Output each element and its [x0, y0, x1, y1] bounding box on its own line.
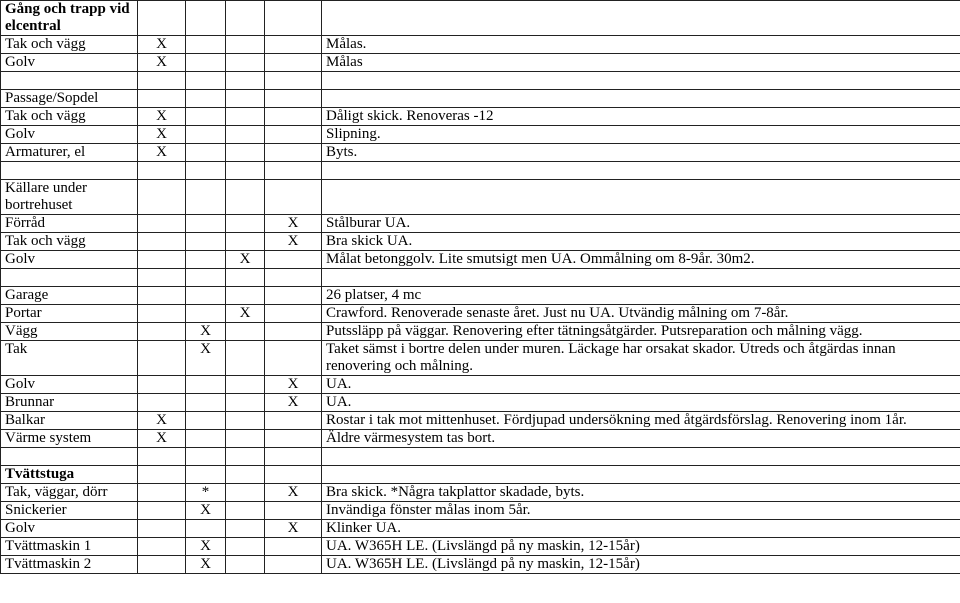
item-cell: Tak och vägg — [1, 108, 138, 126]
mark-col-4 — [265, 556, 322, 574]
mark-col-4 — [265, 502, 322, 520]
comment-cell: Slipning. — [322, 126, 960, 144]
item-cell: Vägg — [1, 323, 138, 341]
comment-cell — [322, 72, 960, 90]
table-row — [1, 376, 960, 394]
item-cell: Tak och vägg — [1, 36, 138, 54]
comment-cell — [322, 466, 960, 484]
table-row — [1, 215, 960, 233]
mark-col-4 — [265, 144, 322, 162]
mark-col-1 — [138, 323, 186, 341]
comment-cell — [322, 448, 960, 466]
mark-col-3 — [226, 269, 265, 287]
mark-col-4: X — [265, 376, 322, 394]
mark-col-4 — [265, 108, 322, 126]
comment-cell — [322, 180, 960, 215]
table-row — [1, 162, 960, 180]
item-cell: Passage/Sopdel — [1, 90, 138, 108]
mark-col-3 — [226, 341, 265, 376]
table-row — [1, 144, 960, 162]
mark-col-1: X — [138, 54, 186, 72]
table-row — [1, 180, 960, 215]
item-cell: Golv — [1, 520, 138, 538]
mark-col-3 — [226, 412, 265, 430]
comment-cell: UA. W365H LE. (Livslängd på ny maskin, 12-15år) — [322, 556, 960, 574]
comment-cell: Dåligt skick. Renoveras -12 — [322, 108, 960, 126]
mark-col-1 — [138, 502, 186, 520]
item-cell: Förråd — [1, 215, 138, 233]
table-body — [1, 1, 960, 574]
mark-col-2 — [186, 430, 226, 448]
item-cell: Tak — [1, 341, 138, 376]
mark-col-3: X — [226, 305, 265, 323]
item-cell — [1, 269, 138, 287]
mark-col-3 — [226, 556, 265, 574]
item-cell: Gång och trapp vid elcentral — [1, 1, 138, 36]
mark-col-2 — [186, 54, 226, 72]
mark-col-2 — [186, 144, 226, 162]
mark-col-2 — [186, 72, 226, 90]
table-row — [1, 466, 960, 484]
mark-col-2 — [186, 466, 226, 484]
table-row — [1, 233, 960, 251]
mark-col-1: X — [138, 430, 186, 448]
mark-col-3 — [226, 466, 265, 484]
mark-col-2 — [186, 412, 226, 430]
table-row — [1, 72, 960, 90]
mark-col-4: X — [265, 215, 322, 233]
table-row — [1, 341, 960, 376]
mark-col-3 — [226, 484, 265, 502]
comment-cell — [322, 162, 960, 180]
mark-col-1 — [138, 538, 186, 556]
mark-col-2: X — [186, 502, 226, 520]
table-row — [1, 412, 960, 430]
mark-col-1: X — [138, 126, 186, 144]
table-row — [1, 430, 960, 448]
mark-col-1 — [138, 215, 186, 233]
mark-col-1 — [138, 466, 186, 484]
table-row — [1, 484, 960, 502]
item-cell — [1, 448, 138, 466]
item-cell: Snickerier — [1, 502, 138, 520]
comment-cell: Bra skick UA. — [322, 233, 960, 251]
item-cell: Tak, väggar, dörr — [1, 484, 138, 502]
mark-col-3 — [226, 448, 265, 466]
mark-col-1 — [138, 484, 186, 502]
mark-col-2: X — [186, 323, 226, 341]
mark-col-2 — [186, 287, 226, 305]
mark-col-4 — [265, 54, 322, 72]
mark-col-4 — [265, 251, 322, 269]
mark-col-2 — [186, 90, 226, 108]
comment-cell — [322, 269, 960, 287]
mark-col-4 — [265, 36, 322, 54]
item-cell: Värme system — [1, 430, 138, 448]
table-row — [1, 448, 960, 466]
mark-col-1: X — [138, 412, 186, 430]
table-row — [1, 305, 960, 323]
mark-col-3 — [226, 36, 265, 54]
mark-col-1 — [138, 90, 186, 108]
mark-col-2 — [186, 376, 226, 394]
mark-col-2 — [186, 126, 226, 144]
mark-col-4 — [265, 72, 322, 90]
mark-col-3 — [226, 430, 265, 448]
mark-col-1: X — [138, 108, 186, 126]
mark-col-2 — [186, 448, 226, 466]
mark-col-4 — [265, 341, 322, 376]
comment-cell: Taket sämst i bortre delen under muren. Läckage har orsakat skador. Utreds och åtgärdas innan renovering och målning. — [322, 341, 960, 376]
mark-col-1 — [138, 287, 186, 305]
table-row — [1, 502, 960, 520]
comment-cell: Stålburar UA. — [322, 215, 960, 233]
table-row — [1, 251, 960, 269]
comment-cell: Målas — [322, 54, 960, 72]
mark-col-3 — [226, 323, 265, 341]
mark-col-1 — [138, 1, 186, 36]
mark-col-4 — [265, 323, 322, 341]
mark-col-3 — [226, 233, 265, 251]
mark-col-3: X — [226, 251, 265, 269]
mark-col-4 — [265, 180, 322, 215]
comment-cell: UA. — [322, 376, 960, 394]
mark-col-1 — [138, 341, 186, 376]
mark-col-2 — [186, 269, 226, 287]
mark-col-1 — [138, 305, 186, 323]
mark-col-3 — [226, 162, 265, 180]
mark-col-4 — [265, 466, 322, 484]
item-cell: Tvättmaskin 1 — [1, 538, 138, 556]
mark-col-4 — [265, 269, 322, 287]
mark-col-4 — [265, 448, 322, 466]
table-row — [1, 1, 960, 36]
table-row — [1, 108, 960, 126]
comment-cell: Putssläpp på väggar. Renovering efter tätningsåtgärder. Putsreparation och målning vägg. — [322, 323, 960, 341]
mark-col-1 — [138, 376, 186, 394]
mark-col-2 — [186, 305, 226, 323]
mark-col-2 — [186, 36, 226, 54]
mark-col-3 — [226, 502, 265, 520]
mark-col-2 — [186, 215, 226, 233]
comment-cell: Klinker UA. — [322, 520, 960, 538]
mark-col-3 — [226, 108, 265, 126]
item-cell: Portar — [1, 305, 138, 323]
mark-col-2 — [186, 162, 226, 180]
mark-col-3 — [226, 90, 265, 108]
mark-col-1 — [138, 233, 186, 251]
comment-cell: UA. — [322, 394, 960, 412]
mark-col-2: * — [186, 484, 226, 502]
mark-col-1: X — [138, 36, 186, 54]
mark-col-2 — [186, 108, 226, 126]
mark-col-4 — [265, 162, 322, 180]
table-row — [1, 90, 960, 108]
mark-col-4: X — [265, 520, 322, 538]
table-row — [1, 556, 960, 574]
mark-col-1: X — [138, 144, 186, 162]
mark-col-4 — [265, 430, 322, 448]
mark-col-2: X — [186, 556, 226, 574]
comment-cell: Målat betonggolv. Lite smutsigt men UA. Ommålning om 8-9år. 30m2. — [322, 251, 960, 269]
mark-col-4 — [265, 287, 322, 305]
mark-col-3 — [226, 1, 265, 36]
item-cell: Källare under bortrehuset — [1, 180, 138, 215]
comment-cell: Bra skick. *Några takplattor skadade, byts. — [322, 484, 960, 502]
item-cell: Balkar — [1, 412, 138, 430]
mark-col-3 — [226, 215, 265, 233]
mark-col-2: X — [186, 341, 226, 376]
comment-cell: Byts. — [322, 144, 960, 162]
table-row — [1, 520, 960, 538]
mark-col-3 — [226, 394, 265, 412]
mark-col-4 — [265, 412, 322, 430]
mark-col-1 — [138, 520, 186, 538]
table-row — [1, 323, 960, 341]
mark-col-2 — [186, 1, 226, 36]
comment-cell — [322, 90, 960, 108]
mark-col-2: X — [186, 538, 226, 556]
item-cell: Tvättmaskin 2 — [1, 556, 138, 574]
comment-cell: 26 platser, 4 mc — [322, 287, 960, 305]
mark-col-3 — [226, 538, 265, 556]
mark-col-4: X — [265, 233, 322, 251]
comment-cell: Rostar i tak mot mittenhuset. Fördjupad undersökning med åtgärdsförslag. Renovering inom 1år. — [322, 412, 960, 430]
mark-col-3 — [226, 376, 265, 394]
mark-col-3 — [226, 126, 265, 144]
mark-col-4: X — [265, 394, 322, 412]
mark-col-4 — [265, 305, 322, 323]
comment-cell — [322, 1, 960, 36]
table-row — [1, 287, 960, 305]
mark-col-3 — [226, 520, 265, 538]
table-row — [1, 126, 960, 144]
comment-cell: UA. W365H LE. (Livslängd på ny maskin, 12-15år) — [322, 538, 960, 556]
table-row — [1, 538, 960, 556]
mark-col-1 — [138, 394, 186, 412]
mark-col-4 — [265, 1, 322, 36]
item-cell — [1, 72, 138, 90]
mark-col-1 — [138, 269, 186, 287]
mark-col-3 — [226, 287, 265, 305]
mark-col-1 — [138, 72, 186, 90]
mark-col-2 — [186, 233, 226, 251]
mark-col-2 — [186, 520, 226, 538]
mark-col-3 — [226, 144, 265, 162]
comment-cell: Äldre värmesystem tas bort. — [322, 430, 960, 448]
mark-col-3 — [226, 54, 265, 72]
mark-col-2 — [186, 251, 226, 269]
mark-col-1 — [138, 556, 186, 574]
item-cell: Golv — [1, 126, 138, 144]
comment-cell: Målas. — [322, 36, 960, 54]
item-cell — [1, 162, 138, 180]
mark-col-1 — [138, 448, 186, 466]
table-row — [1, 54, 960, 72]
mark-col-3 — [226, 72, 265, 90]
mark-col-4 — [265, 90, 322, 108]
mark-col-1 — [138, 251, 186, 269]
table-row — [1, 394, 960, 412]
mark-col-2 — [186, 394, 226, 412]
mark-col-1 — [138, 180, 186, 215]
comment-cell: Crawford. Renoverade senaste året. Just nu UA. Utvändig målning om 7-8år. — [322, 305, 960, 323]
item-cell: Garage — [1, 287, 138, 305]
mark-col-4: X — [265, 484, 322, 502]
item-cell: Golv — [1, 251, 138, 269]
mark-col-3 — [226, 180, 265, 215]
mark-col-2 — [186, 180, 226, 215]
comment-cell: Invändiga fönster målas inom 5år. — [322, 502, 960, 520]
mark-col-4 — [265, 126, 322, 144]
item-cell: Tvättstuga — [1, 466, 138, 484]
item-cell: Tak och vägg — [1, 233, 138, 251]
item-cell: Brunnar — [1, 394, 138, 412]
item-cell: Armaturer, el — [1, 144, 138, 162]
mark-col-1 — [138, 162, 186, 180]
table-row — [1, 36, 960, 54]
item-cell: Golv — [1, 54, 138, 72]
table-row — [1, 269, 960, 287]
mark-col-4 — [265, 538, 322, 556]
item-cell: Golv — [1, 376, 138, 394]
